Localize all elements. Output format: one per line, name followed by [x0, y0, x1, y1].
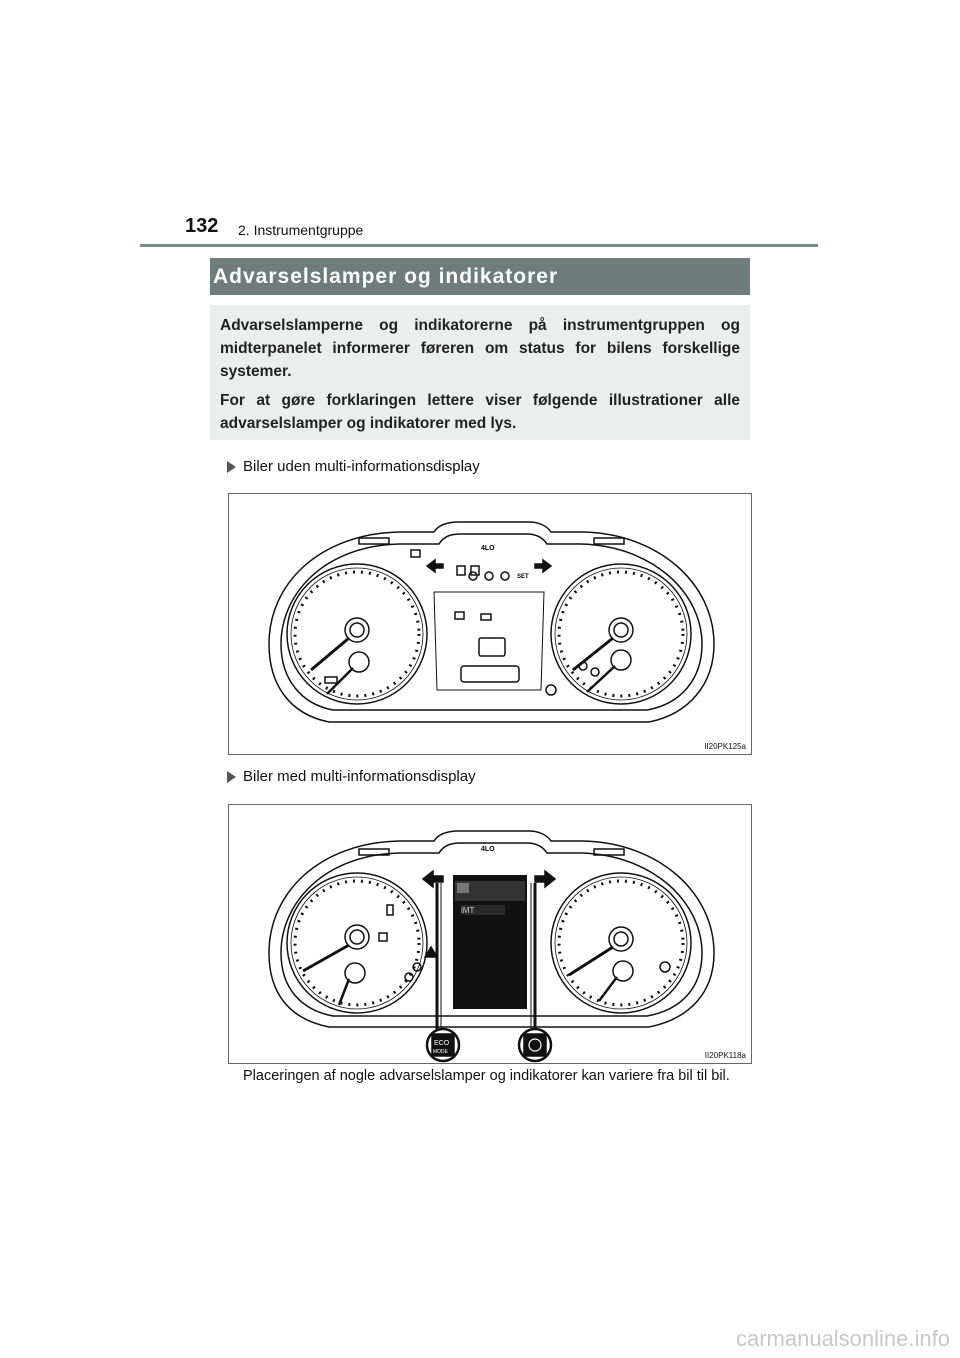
- header-rule: [140, 244, 818, 247]
- bullet-label: Biler med multi-informationsdisplay: [243, 768, 476, 785]
- cluster-illustration: [229, 494, 751, 754]
- eco-label: ECO: [434, 1040, 450, 1047]
- intro-paragraph: For at gøre forklaringen lettere viser følgende illustrationer alle advarselslamper og indikatorer med lys.: [220, 392, 740, 432]
- figure-code: II20PK125a: [704, 742, 746, 751]
- figure-cluster-multi-info: [228, 804, 752, 1064]
- imt-label: iMT: [461, 906, 475, 915]
- section-title: Advarselslamper og indikatorer: [213, 265, 559, 288]
- watermark: carmanualsonline.info: [735, 1326, 950, 1351]
- triangle-bullet-icon: [227, 771, 236, 783]
- intro-paragraph: Advarselslamperne og indikatorerne på instrumentgruppen og midterpanelet informerer føreren om status for bilens forskellige systemer.: [220, 317, 740, 380]
- four-lo-label: 4LO: [481, 846, 495, 853]
- figure-code: II20PK118a: [704, 1051, 746, 1060]
- set-label: SET: [517, 574, 529, 580]
- figure-cluster-standard: [228, 493, 752, 755]
- bullet-label: Biler uden multi-informationsdisplay: [243, 458, 480, 475]
- four-lo-label: 4LO: [481, 545, 495, 552]
- cluster-illustration: [229, 805, 751, 1063]
- note-text: Placeringen af nogle advarselslamper og indikatorer kan variere fra bil til bil.: [243, 1068, 730, 1084]
- chapter-title: 2. Instrumentgruppe: [238, 222, 364, 238]
- triangle-bullet-icon: [227, 461, 236, 473]
- page-number: 132: [185, 215, 219, 237]
- eco-mode-label: MODE: [433, 1049, 448, 1055]
